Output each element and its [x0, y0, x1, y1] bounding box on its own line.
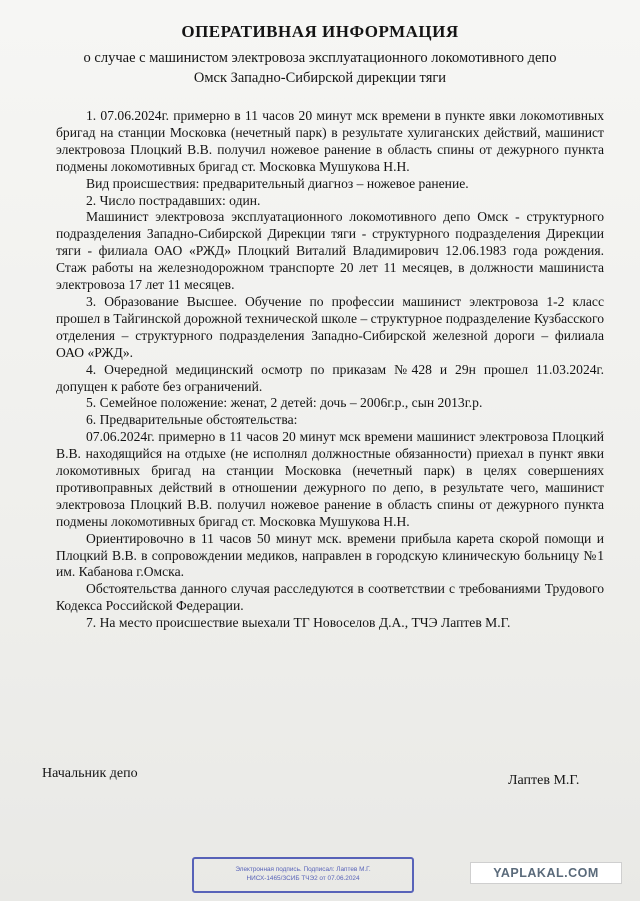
stamp-line-1: Электронная подпись. Подписал: Лаптев М.Г. — [235, 866, 371, 873]
document-body — [56, 108, 604, 632]
paragraph-incident-type: Вид происшествия: предварительный диагноз – ножевое ранение. — [86, 175, 469, 191]
paragraph-ambulance: Ориентировочно в 11 часов 50 минут мск. времени прибыла карета скорой помощи и Плоцкий В.В. в сопровождении медиков, направлен в городскую клиническую больницу №1 им. Кабанова г.Омска. — [56, 530, 604, 580]
paragraph-1: 1. 07.06.2024г. примерно в 11 часов 20 минут мск времени в пункте явки локомотивных бригад на станции Московка (нечетный парк) в результате хулиганских действий, машинист электровоза Плоцкий В.В. получил ножевое ранение в область спины от дежурного пункта подмены локомотивных бригад ст. Московка Мушукова Н.Н. — [56, 108, 604, 174]
stamp-line-2: НИСХ-1465/ЗСИБ ТЧЭ2 от 07.06.2024 — [246, 875, 360, 882]
document-subtitle-line-2: Омск Западно-Сибирской дирекции тяги — [193, 70, 447, 86]
site-watermark: YAPLAKAL.COM — [470, 862, 622, 884]
paragraph-victim-info: Машинист электровоза эксплуатационного локомотивного депо Омск - структурного подразделения Западно-Сибирской Дирекции тяги - структурного подразделения Дирекции тяги - филиала ОАО «РЖД» Плоцкий Виталий Владимирович 12.06.1983 года рождения. Стаж работы на железнодорожном транспорте 20 лет 11 месяцев, в должности машиниста электровоза 17 лет 11 месяцев. — [56, 209, 604, 293]
paragraph-6: 6. Предварительные обстоятельства: — [86, 412, 298, 428]
electronic-signature-stamp — [192, 857, 414, 893]
signature-name: Лаптев М.Г. — [508, 773, 580, 788]
paragraph-2: 2. Число пострадавших: один. — [86, 192, 261, 208]
document-title: ОПЕРАТИВНАЯ ИНФОРМАЦИЯ — [181, 22, 459, 41]
paragraph-4: 4. Очередной медицинский осмотр по приказам №428 и 29н прошел 11.03.2024г. допущен к работе без ограничений. — [56, 361, 604, 394]
paragraph-circumstances: 07.06.2024г. примерно в 11 часов 20 минут мск времени машинист электровоза Плоцкий В.В. находящийся на отдыхе (не исполнял должностные обязанности) приехал в пункт явки локомотивных бригад на станции Московка (нечетный парк) в целях совершениях противоправных действий в отношении дежурного по депо, в результате чего, машинист электровоза Плоцкий В.В. получил ножевое ранение в область спины от дежурного пункта подмены локомотивных бригад ст. Московка Мушукова Н.Н. — [56, 429, 604, 529]
signature-title: Начальник депо — [42, 766, 138, 781]
document-subtitle-line-1: о случае с машинистом электровоза эксплуатационного локомотивного депо — [83, 50, 557, 66]
paragraph-7: 7. На место происшествие выехали ТГ Новоселов Д.А., ТЧЭ Лаптев М.Г. — [86, 615, 511, 631]
paragraph-investigation: Обстоятельства данного случая расследуются в соответствии с требованиями Трудового Кодекса Российской Федерации. — [56, 581, 604, 614]
paragraph-3: 3. Образование Высшее. Обучение по профессии машинист электровоза 1-2 класс прошел в Тайгинской дорожной технической школе – структурное подразделение Кузбасского отделения – структурного подразделения Западно-Сибирской железной дороги – филиала ОАО «РЖД». — [56, 293, 604, 360]
paragraph-5: 5. Семейное положение: женат, 2 детей: дочь – 2006г.р., сын 2013г.р. — [86, 395, 483, 411]
